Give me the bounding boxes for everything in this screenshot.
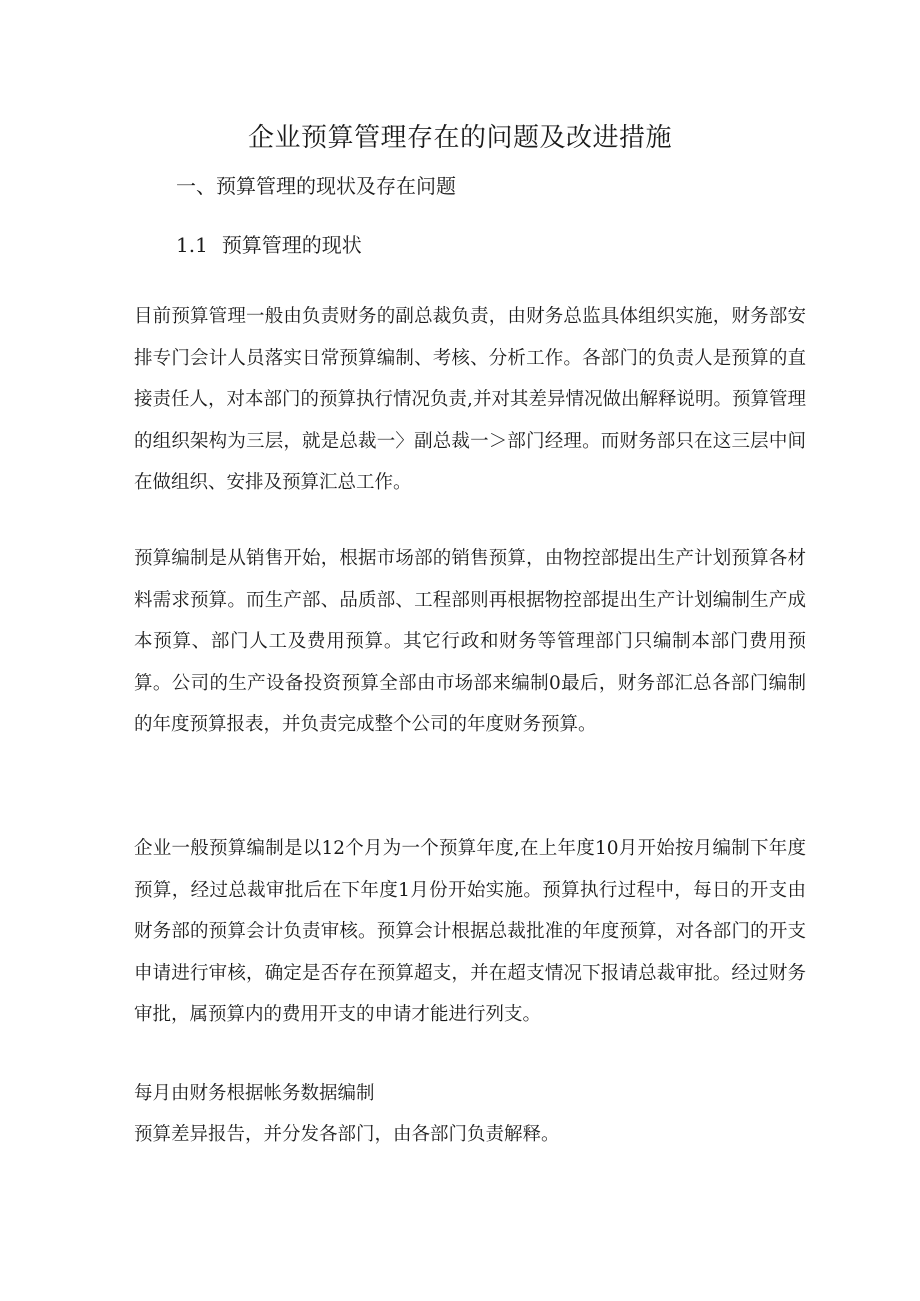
- paragraph-monthly-report: 每月由财务根据帐务数据编制: [134, 1083, 375, 1104]
- paragraph-budget-execution: 企业一般预算编制是以12个月为一个预算年度,在上年度10月开始按月编制下年度预算，经过总裁审批后在下年度1月份开始实施。预算执行过程中，每日的开支由财务部的预算会计负责审核。预算会计根据总裁批准的年度预算，对各部门的开支申请进行审核，确定是否存在预算超支，并在超支情况下报请总裁审批。经过财务审批，属预算内的费用开支的申请才能进行列支。: [134, 838, 806, 1025]
- paragraph-variance-report: 预算差异报告，并分发各部门，由各部门负责解释。: [134, 1124, 560, 1145]
- subsection-title: 预算管理的现状: [221, 233, 362, 257]
- paragraph-budget-preparation: 预算编制是从销售开始，根据市场部的销售预算，由物控部提出生产计划预算各材料需求预算。而生产部、品质部、工程部则再根据物控部提出生产计划编制生产成本预算、部门人工及费用预算。其它行政和财务等管理部门只编制本部门费用预算。公司的生产设备投资预算全部由市场部来编制0最后，财务部汇总各部门编制的年度预算报表，并负责完成整个公司的年度财务预算。: [134, 548, 806, 735]
- document-title: 企业预算管理存在的问题及改进措施: [247, 123, 672, 153]
- section-heading: 一、预算管理的现状及存在问题: [176, 174, 456, 198]
- subsection-heading: [176, 229, 362, 261]
- subsection-number: 1.1: [176, 233, 208, 257]
- paragraph-budget-organization: 目前预算管理一般由负责财务的副总裁负责，由财务总监具体组织实施，财务部安排专门会计人员落实日常预算编制、考核、分析工作。各部门的负责人是预算的直接责任人，对本部门的预算执行情况负责,并对其差异情况做出解释说明。预算管理的组织架构为三层，就是总裁一〉副总裁一＞部门经理。而财务部只在这三层中间在做组织、安排及预算汇总工作。: [134, 306, 806, 493]
